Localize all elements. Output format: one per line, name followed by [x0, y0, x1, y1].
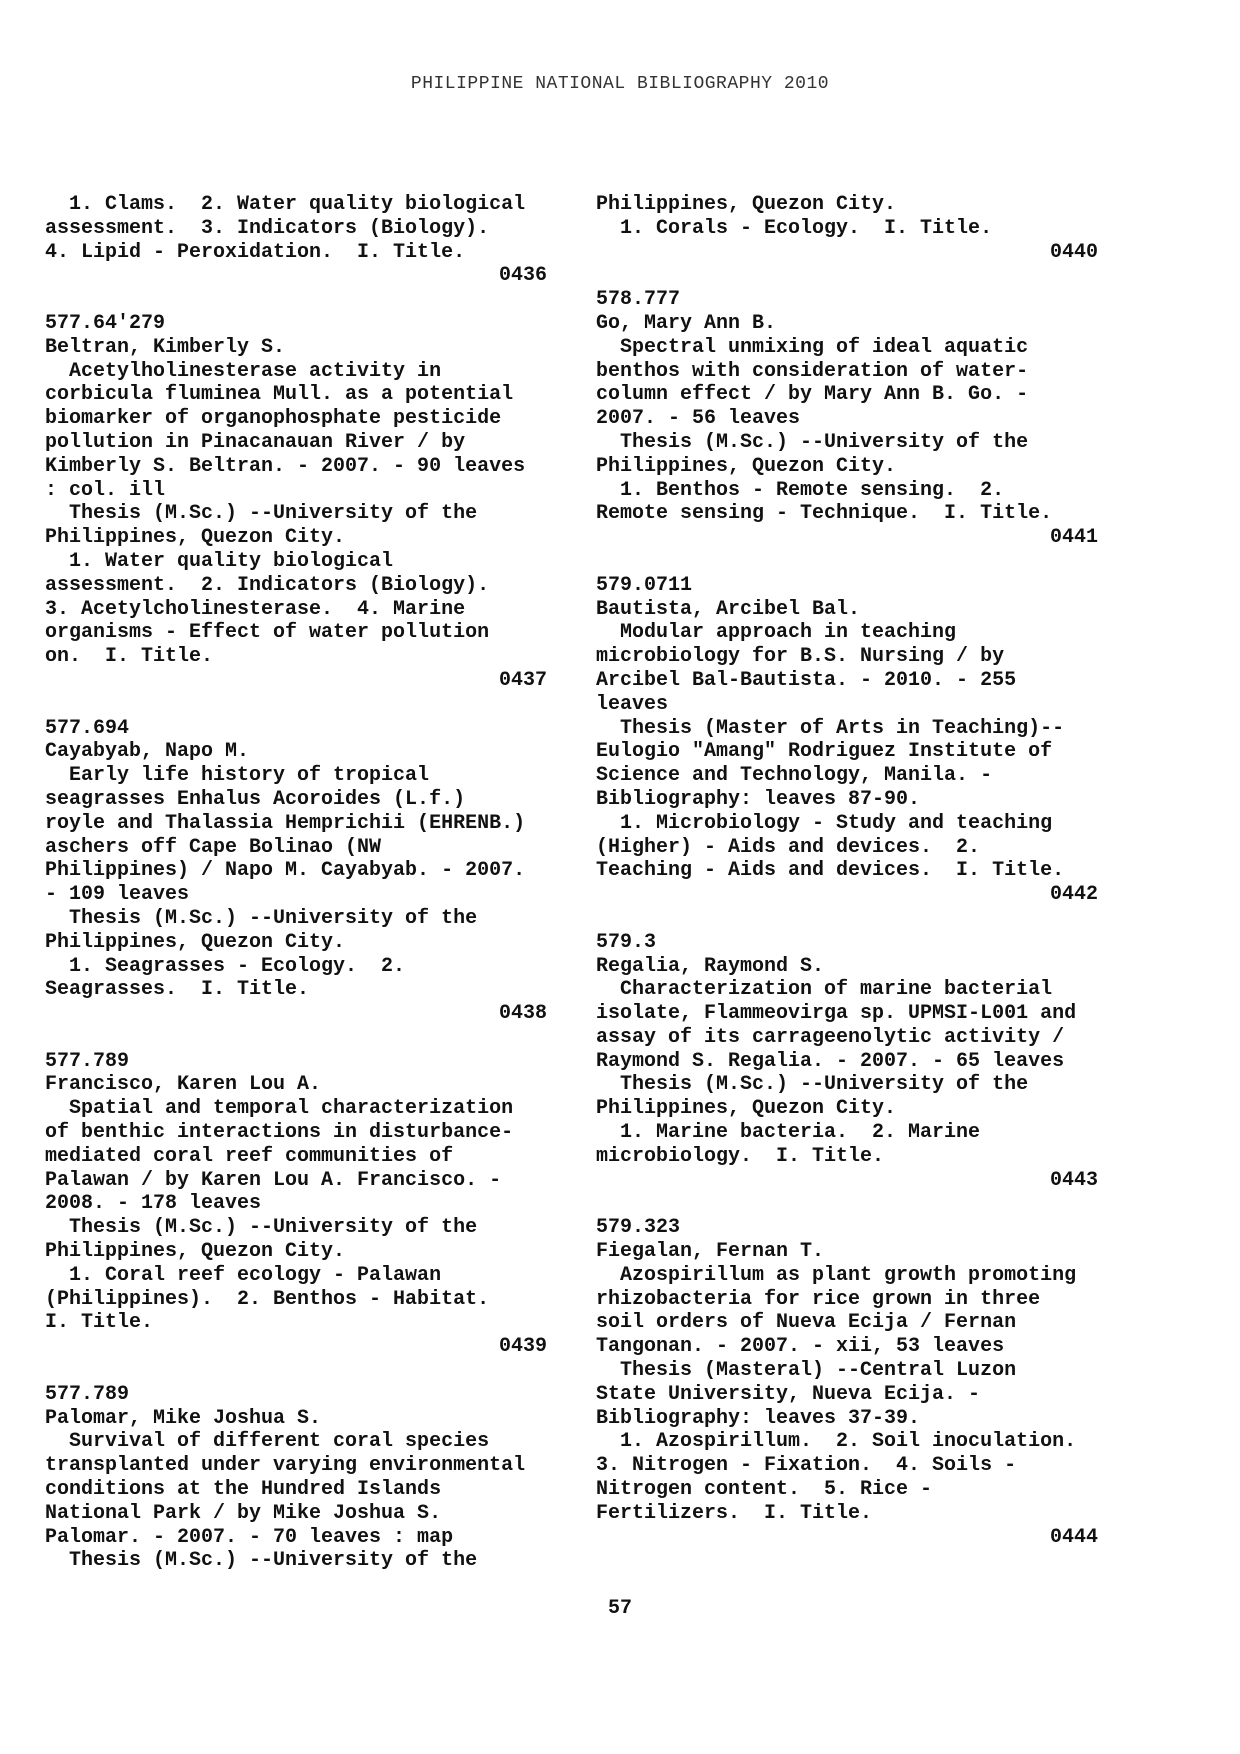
- entry-line: Bibliography: leaves 37-39.: [596, 1406, 921, 1430]
- entry-number: 0444: [1049, 1525, 1098, 1549]
- entry-number: 0441: [1049, 526, 1098, 550]
- entry-line: Kimberly S. Beltran. - 2007. - 90 leaves: [45, 454, 526, 478]
- entry-line: 579.3: [596, 930, 657, 954]
- entry-line: 3. Acetylcholinesterase. 4. Marine: [45, 597, 466, 621]
- entry-line: biomarker of organophosphate pesticide: [45, 407, 502, 431]
- blank-line: [596, 550, 1098, 574]
- entry-line: Early life history of tropical: [45, 764, 430, 788]
- entry-line: soil orders of Nueva Ecija / Fernan: [596, 1311, 1017, 1335]
- entry-line: 579.323: [596, 1216, 681, 1240]
- entry-line: 4. Lipid - Peroxidation. I. Title.: [45, 240, 466, 264]
- entry-line: on. I. Title.: [45, 645, 214, 669]
- entry-line: Bibliography: leaves 87-90.: [596, 787, 921, 811]
- entry-line: Raymond S. Regalia. - 2007. - 65 leaves: [596, 1049, 1065, 1073]
- entry-line: assessment. 3. Indicators (Biology).: [45, 216, 490, 240]
- entry-line: Philippines, Quezon City.: [45, 526, 346, 550]
- entry-line: 1. Clams. 2. Water quality biological: [45, 193, 526, 216]
- entry-line: Cayabyab, Napo M.: [45, 740, 250, 764]
- entry-line: I. Title.: [45, 1311, 154, 1335]
- entry-line: aschers off Cape Bolinao (NW: [45, 835, 382, 859]
- entry-line: transplanted under varying environmental: [45, 1454, 526, 1478]
- entry-line: Francisco, Karen Lou A.: [45, 1073, 322, 1097]
- entry-line: Thesis (Master of Arts in Teaching)--: [596, 716, 1065, 740]
- entry-number: 0443: [1049, 1168, 1098, 1192]
- blank-line: [45, 693, 547, 717]
- entry-line: 577.789: [45, 1382, 130, 1406]
- entry-line: 578.777: [596, 288, 681, 312]
- entry-line: Survival of different coral species: [45, 1430, 490, 1454]
- entry-line: Palawan / by Karen Lou A. Francisco. -: [45, 1168, 502, 1192]
- entry-line: mediated coral reef communities of: [45, 1144, 454, 1168]
- entry-line: 577.694: [45, 716, 130, 740]
- entry-line: of benthic interactions in disturbance-: [45, 1121, 514, 1145]
- entry-line: Philippines, Quezon City.: [45, 1240, 346, 1264]
- blank-line: [45, 1359, 547, 1383]
- entry-line: Acetylholinesterase activity in: [45, 359, 442, 383]
- blank-line: [596, 907, 1098, 931]
- entry-line: Remote sensing - Technique. I. Title.: [596, 502, 1053, 526]
- entry-line: Azospirillum as plant growth promoting: [596, 1263, 1077, 1287]
- entry-number: 0442: [1049, 883, 1098, 907]
- entry-line: microbiology. I. Title.: [596, 1144, 885, 1168]
- entry-line: (Higher) - Aids and devices. 2.: [596, 835, 981, 859]
- entry-line: column effect / by Mary Ann B. Go. -: [596, 383, 1029, 407]
- entry-line: 1. Benthos - Remote sensing. 2.: [596, 478, 1005, 502]
- entry-line: Philippines, Quezon City.: [596, 454, 897, 478]
- entry-line: Philippines, Quezon City.: [596, 1097, 897, 1121]
- blank-line: [45, 288, 547, 312]
- entry-line: Palomar. - 2007. - 70 leaves : map: [45, 1525, 454, 1549]
- entry-line: Beltran, Kimberly S.: [45, 335, 286, 359]
- entry-line: State University, Nueva Ecija. -: [596, 1382, 981, 1406]
- running-header: PHILIPPINE NATIONAL BIBLIOGRAPHY 2010: [410, 74, 830, 94]
- entry-line: 1. Marine bacteria. 2. Marine: [596, 1121, 981, 1145]
- entry-line: benthos with consideration of water-: [596, 359, 1029, 383]
- entry-line: 579.0711: [596, 573, 693, 597]
- entry-line: royle and Thalassia Hemprichii (EHRENB.): [45, 811, 526, 835]
- entry-line: organisms - Effect of water pollution: [45, 621, 490, 645]
- entry-line: seagrasses Enhalus Acoroides (L.f.): [45, 787, 466, 811]
- entry-line: Go, Mary Ann B.: [596, 311, 777, 335]
- entry-line: Spatial and temporal characterization: [45, 1097, 514, 1121]
- blank-line: [596, 264, 1098, 288]
- entry-line: 1. Seagrasses - Ecology. 2.: [45, 954, 406, 978]
- left-column: [45, 193, 547, 1573]
- entry-number: 0438: [498, 1002, 547, 1026]
- entry-line: Bautista, Arcibel Bal.: [596, 597, 861, 621]
- entry-number: 0437: [498, 668, 547, 692]
- entry-line: leaves: [596, 692, 669, 716]
- entry-line: 1. Azospirillum. 2. Soil inoculation.: [596, 1430, 1077, 1454]
- entry-line: assay of its carrageenolytic activity /: [596, 1025, 1065, 1049]
- entry-line: 3. Nitrogen - Fixation. 4. Soils -: [596, 1454, 1017, 1478]
- page-number: 57: [607, 1597, 632, 1620]
- entry-line: Thesis (M.Sc.) --University of the: [45, 1216, 478, 1240]
- entry-line: Thesis (M.Sc.) --University of the: [596, 1073, 1029, 1097]
- entry-line: 1. Microbiology - Study and teaching: [596, 811, 1053, 835]
- entry-line: Characterization of marine bacterial: [596, 978, 1053, 1002]
- entry-number: 0439: [498, 1335, 547, 1359]
- entry-line: Seagrasses. I. Title.: [45, 978, 310, 1002]
- entry-line: conditions at the Hundred Islands: [45, 1478, 442, 1502]
- entry-line: Philippines) / Napo M. Cayabyab. - 2007.: [45, 859, 526, 883]
- entry-line: pollution in Pinacanauan River / by: [45, 430, 466, 454]
- entry-line: isolate, Flammeovirga sp. UPMSI-L001 and: [596, 1002, 1077, 1026]
- entry-line: Science and Technology, Manila. -: [596, 764, 993, 788]
- entry-line: Palomar, Mike Joshua S.: [45, 1406, 322, 1430]
- entry-line: (Philippines). 2. Benthos - Habitat.: [45, 1287, 490, 1311]
- entry-line: 2008. - 178 leaves: [45, 1192, 262, 1216]
- entry-number: 0436: [498, 264, 547, 288]
- entry-line: National Park / by Mike Joshua S.: [45, 1501, 442, 1525]
- entry-line: 1. Water quality biological: [45, 549, 394, 573]
- entry-number: 0440: [1049, 240, 1098, 264]
- entry-line: Thesis (M.Sc.) --University of the: [596, 430, 1029, 454]
- entry-line: Teaching - Aids and devices. I. Title.: [596, 859, 1065, 883]
- entry-line: 577.789: [45, 1049, 130, 1073]
- entry-line: Fertilizers. I. Title.: [596, 1501, 873, 1525]
- entry-line: Thesis (M.Sc.) --University of the: [45, 1549, 478, 1573]
- entry-line: rhizobacteria for rice grown in three: [596, 1287, 1041, 1311]
- entry-line: Philippines, Quezon City.: [596, 193, 897, 216]
- right-column: [596, 193, 1098, 1549]
- entry-line: Eulogio "Amang" Rodriguez Institute of: [596, 740, 1053, 764]
- entry-line: corbicula fluminea Mull. as a potential: [45, 383, 514, 407]
- entry-line: Nitrogen content. 5. Rice -: [596, 1478, 933, 1502]
- entry-line: - 109 leaves: [45, 883, 190, 907]
- entry-line: Arcibel Bal-Bautista. - 2010. - 255: [596, 668, 1017, 692]
- blank-line: [596, 1192, 1098, 1216]
- entry-line: Tangonan. - 2007. - xii, 53 leaves: [596, 1335, 1005, 1359]
- entry-line: 2007. - 56 leaves: [596, 407, 801, 431]
- entry-line: Spectral unmixing of ideal aquatic: [596, 335, 1029, 359]
- entry-line: Regalia, Raymond S.: [596, 954, 825, 978]
- entry-line: : col. ill: [45, 478, 166, 502]
- entry-line: 1. Corals - Ecology. I. Title.: [596, 216, 993, 240]
- entry-line: Fiegalan, Fernan T.: [596, 1240, 825, 1264]
- entry-line: microbiology for B.S. Nursing / by: [596, 645, 1005, 669]
- entry-line: Thesis (Masteral) --Central Luzon: [596, 1359, 1017, 1383]
- entry-line: 577.64'279: [45, 311, 166, 335]
- entry-line: 1. Coral reef ecology - Palawan: [45, 1263, 442, 1287]
- entry-line: Thesis (M.Sc.) --University of the: [45, 906, 478, 930]
- blank-line: [45, 1026, 547, 1050]
- entry-line: Thesis (M.Sc.) --University of the: [45, 502, 478, 526]
- entry-line: assessment. 2. Indicators (Biology).: [45, 573, 490, 597]
- entry-line: Modular approach in teaching: [596, 621, 957, 645]
- entry-line: Philippines, Quezon City.: [45, 930, 346, 954]
